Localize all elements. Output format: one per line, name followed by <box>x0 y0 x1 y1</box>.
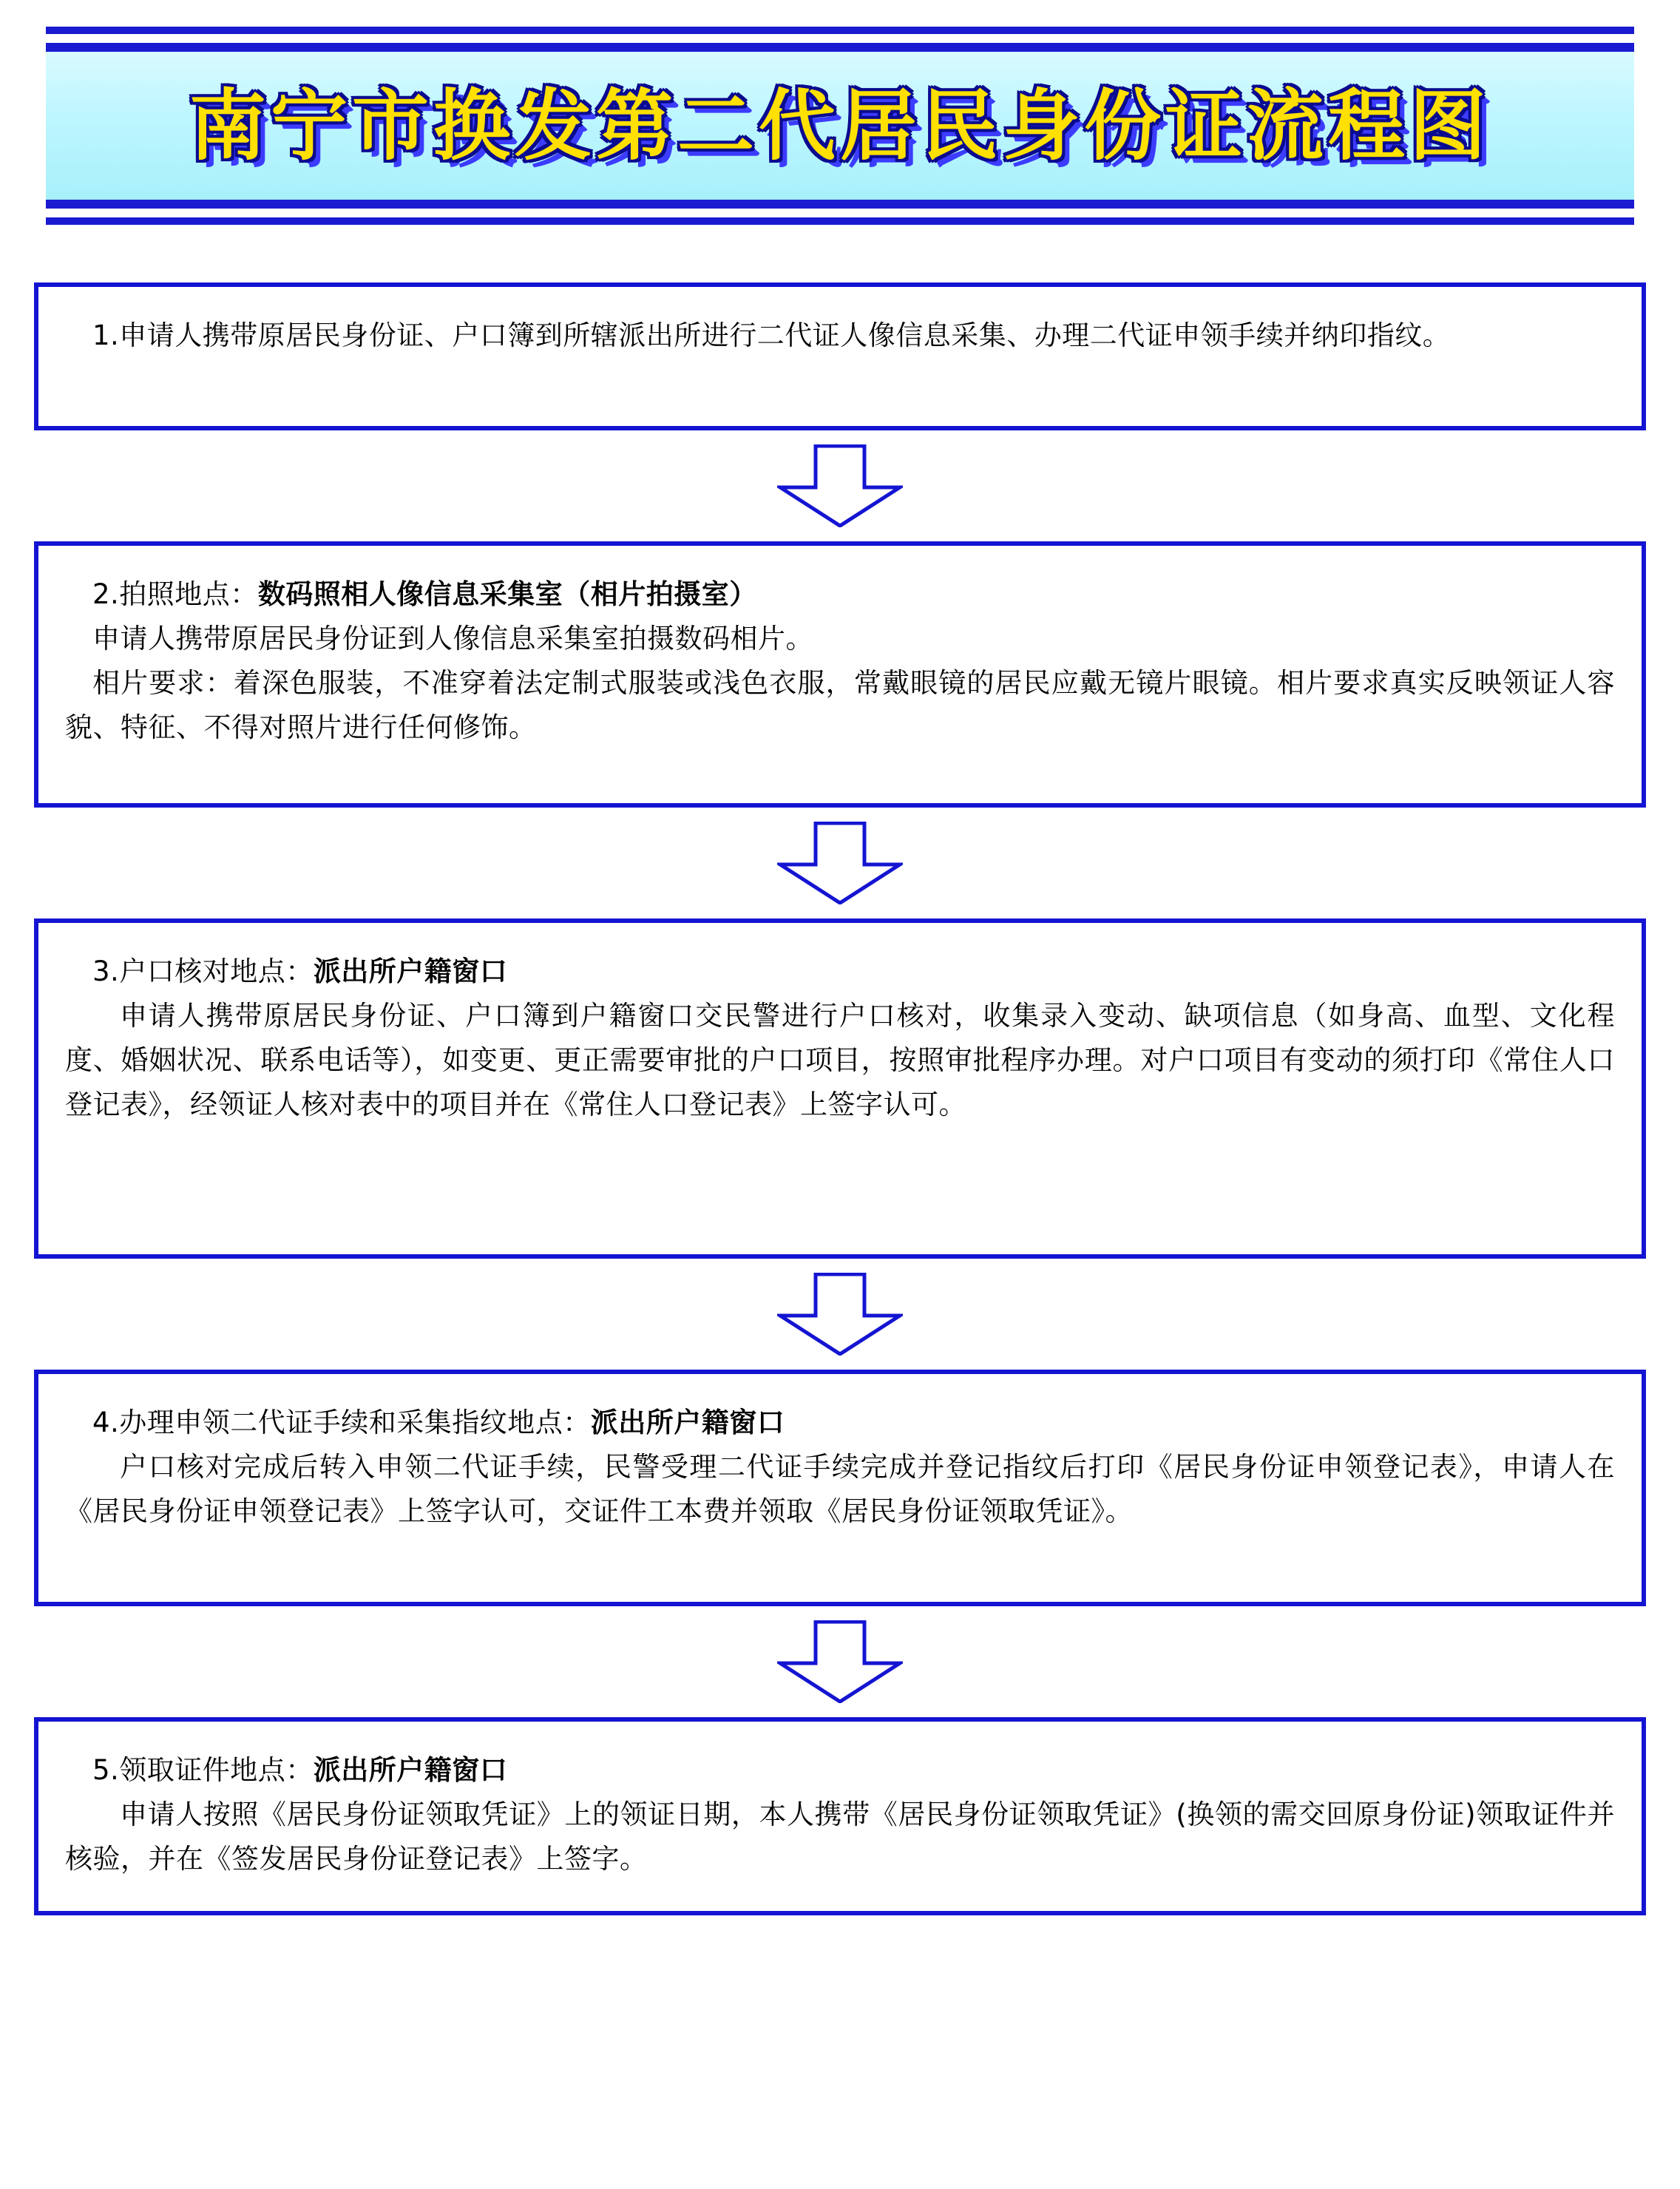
banner-bottom-rule <box>46 217 1634 225</box>
step-4-heading-prefix: 4.办理申领二代证手续和采集指纹地点： <box>92 1407 591 1438</box>
step-5-heading <box>65 1748 1615 1793</box>
arrow-4-5 <box>34 1606 1646 1717</box>
down-arrow-icon <box>777 1620 903 1703</box>
step-box-4 <box>34 1370 1646 1606</box>
step-5-heading-prefix: 5.领取证件地点： <box>92 1754 314 1786</box>
arrow-3-4 <box>34 1259 1646 1370</box>
flow-container <box>34 209 1646 1915</box>
step-3-location: 派出所户籍窗口 <box>313 955 508 987</box>
step-3-heading-prefix: 3.户口核对地点： <box>92 955 314 987</box>
page-title: 南宁市换发第二代居民身份证流程图 <box>189 81 1491 171</box>
step-5-location: 派出所户籍窗口 <box>313 1754 508 1786</box>
step-box-3 <box>34 918 1646 1259</box>
arrow-2-3 <box>34 808 1646 918</box>
down-arrow-icon <box>777 822 903 904</box>
step-4-heading <box>65 1401 1615 1445</box>
step-3-heading <box>65 950 1615 994</box>
step-box-5 <box>34 1717 1646 1915</box>
down-arrow-icon <box>777 444 903 527</box>
step-2-text-1: 申请人携带原居民身份证到人像信息采集室拍摄数码相片。 <box>92 622 813 654</box>
step-1-text: 1.申请人携带原居民身份证、户口簿到所辖派出所进行二代证人像信息采集、办理二代证申领手续并纳印指纹。 <box>92 319 1451 351</box>
banner-top-rule <box>46 27 1634 34</box>
step-2-heading-prefix: 2.拍照地点： <box>92 578 258 610</box>
step-4-text: 户口核对完成后转入申领二代证手续，民警受理二代证手续完成并登记指纹后打印《居民身份证申领登记表》，申请人在《居民身份证申领登记表》上签字认可，交证件工本费并领取《居民身份证领取凭证》。 <box>65 1450 1615 1527</box>
step-4-location: 派出所户籍窗口 <box>590 1407 785 1438</box>
step-box-1 <box>34 282 1646 430</box>
down-arrow-icon <box>777 1273 903 1356</box>
step-5-text: 申请人按照《居民身份证领取凭证》上的领证日期，本人携带《居民身份证领取凭证》(换领的需交回原身份证)领取证件并核验，并在《签发居民身份证登记表》上签字。 <box>65 1798 1615 1875</box>
title-banner <box>46 43 1634 209</box>
step-box-2 <box>34 541 1646 808</box>
step-2-text-2: 相片要求：着深色服装，不准穿着法定制式服装或浅色衣服，常戴眼镜的居民应戴无镜片眼镜。相片要求真实反映领证人容貌、特征、不得对照片进行任何修饰。 <box>65 666 1615 743</box>
step-2-heading <box>65 572 1615 617</box>
step-3-text: 申请人携带原居民身份证、户口簿到户籍窗口交民警进行户口核对，收集录入变动、缺项信息（如身高、血型、文化程度、婚姻状况、联系电话等），如变更、更正需要审批的户口项目，按照审批程序办理。对户口项目有变动的须打印《常住人口登记表》，经领证人核对表中的项目并在《常住人口登记表》上签字认可。 <box>65 999 1615 1120</box>
step-2-location: 数码照相人像信息采集室（相片拍摄室） <box>257 578 757 610</box>
arrow-1-2 <box>34 430 1646 541</box>
